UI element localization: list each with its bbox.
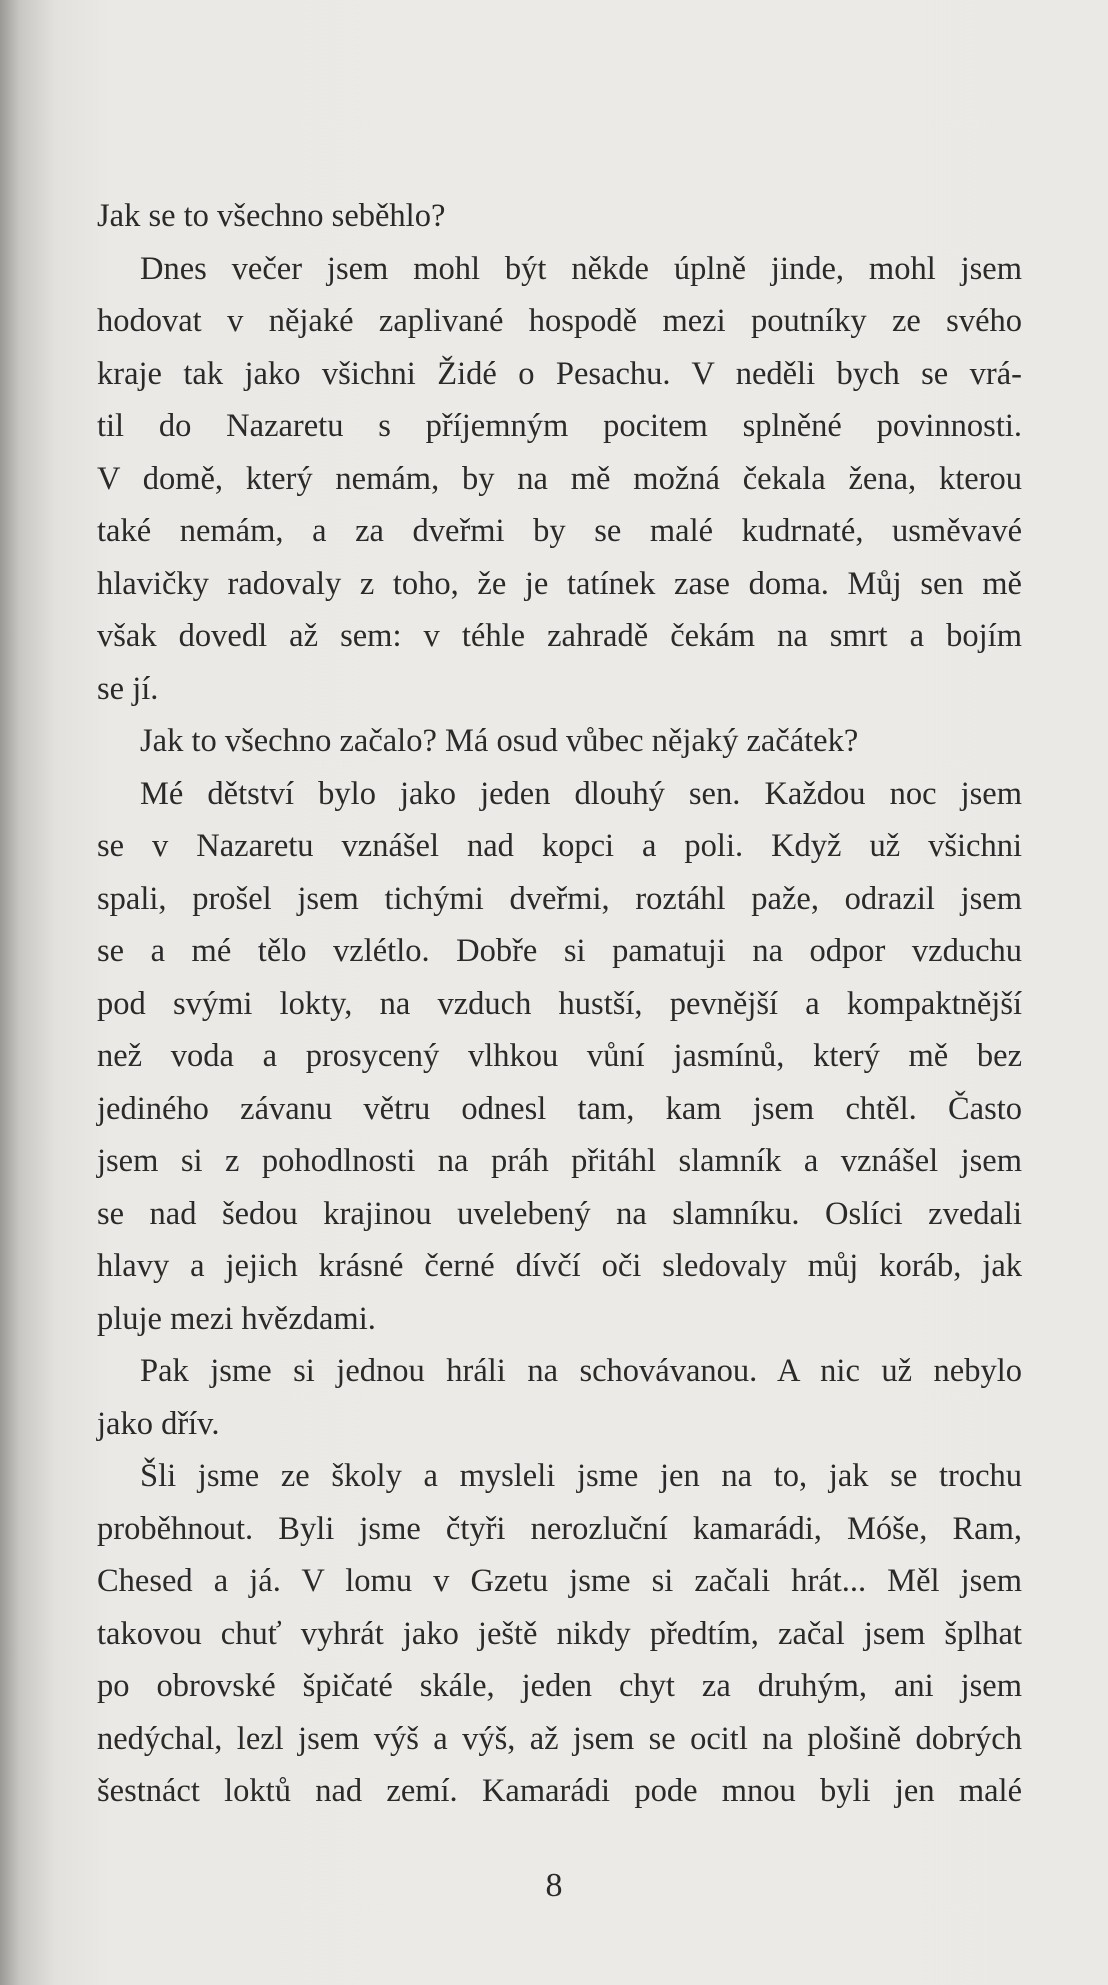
text-line: jsem si z pohodlnosti na práh přitáhl slamník a vznášel jsem [97,1143,1022,1179]
text-line: také nemám, a za dveřmi by se malé kudrnaté, usměvavé [97,513,1022,549]
page-number: 8 [545,1867,563,1904]
text-line: nedýchal, lezl jsem výš a výš, až jsem se ocitl na plošině dobrých [97,1720,1022,1757]
text-line: til do Nazaretu s příjemným pocitem splněné povinnosti. [97,408,1022,444]
text-line: jediného závanu větru odnesl tam, kam jsem chtěl. Často [97,1090,1022,1127]
text-line: se nad šedou krajinou uvelebený na slamníku. Oslíci zvedali [97,1195,1022,1232]
text-line: V domě, který nemám, by na mě možná čekala žena, kterou [97,460,1022,497]
text-line: však dovedl až sem: v téhle zahradě čekám na smrt a bojím [97,618,1022,654]
text-line: takovou chuť vyhrát jako ještě nikdy předtím, začal jsem šplhat [97,1615,1022,1652]
text-line: po obrovské špičaté skále, jeden chyt za druhým, ani jsem [97,1668,1022,1704]
text-line: Jak to všechno začalo? Má osud vůbec nějaký začátek? [140,723,859,759]
text-line: se a mé tělo vzlétlo. Dobře si pamatuji na odpor vzduchu [97,933,1022,969]
text-line: se jí. [97,670,159,707]
text-line: pod svými lokty, na vzduch hustší, pevnější a kompaktnější [97,985,1022,1022]
text-line: Pak jsme si jednou hráli na schovávanou. A nic už nebylo [140,1353,1022,1389]
text-line: Mé dětství bylo jako jeden dlouhý sen. Každou noc jsem [140,775,1022,812]
text-line: jako dřív. [97,1405,220,1442]
text-line: hlavičky radovaly z toho, že je tatínek zase doma. Můj sen mě [97,565,1022,602]
text-line: Chesed a já. V lomu v Gzetu jsme si začali hrát... Měl jsem [97,1563,1022,1599]
text-line: šestnáct loktů nad zemí. Kamarádi pode mnou byli jen malé [97,1773,1022,1809]
text-line: spali, prošel jsem tichými dveřmi, roztáhl paže, odrazil jsem [97,880,1022,917]
body-text [97,190,1022,1818]
text-line: proběhnout. Byli jsme čtyři nerozluční kamarádi, Móše, Ram, [97,1510,1022,1547]
text-line: kraje tak jako všichni Židé o Pesachu. V neděli bych se vrá- [97,355,1022,392]
text-line: než voda a prosycený vlhkou vůní jasmínů, který mě bez [97,1038,1022,1074]
text-line: Jak se to všechno seběhlo? [97,198,446,234]
text-line: pluje mezi hvězdami. [97,1300,376,1337]
text-line: hodovat v nějaké zaplivané hospodě mezi poutníky ze svého [97,303,1022,339]
text-line: Dnes večer jsem mohl být někde úplně jinde, mohl jsem [140,250,1022,287]
text-line: hlavy a jejich krásné černé dívčí oči sledovaly můj koráb, jak [97,1248,1022,1284]
text-line: se v Nazaretu vznášel nad kopci a poli. Když už všichni [97,828,1022,864]
text-line: Šli jsme ze školy a mysleli jsme jen na to, jak se trochu [140,1458,1022,1494]
